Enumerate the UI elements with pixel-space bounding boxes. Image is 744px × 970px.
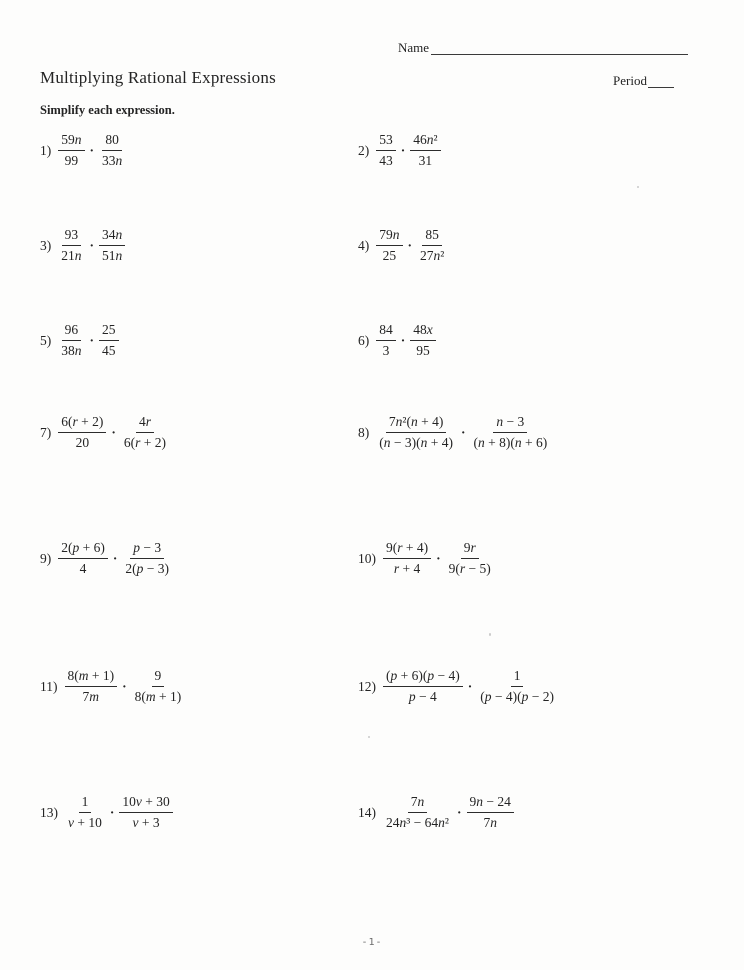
page-number: -1- — [361, 937, 383, 948]
denominator: 8(m + 1) — [134, 689, 182, 705]
problem-row — [40, 668, 704, 705]
multiplication-dot: · — [436, 550, 441, 566]
page-title: Multiplying Rational Expressions — [40, 68, 276, 87]
problem-number: 5) — [40, 332, 52, 348]
problem — [358, 794, 704, 831]
numerator: 1 — [79, 794, 92, 813]
fraction-2 — [417, 227, 447, 264]
problem-row — [40, 414, 704, 451]
fraction-2 — [99, 132, 125, 169]
multiplication-dot: · — [112, 550, 118, 566]
numerator: 7n — [408, 794, 428, 813]
fraction-1 — [376, 227, 402, 264]
numerator: 6(r + 2) — [58, 414, 106, 433]
numerator: 9n − 24 — [467, 794, 514, 813]
numerator: 9r — [461, 540, 479, 559]
numerator: 46n² — [410, 132, 440, 151]
denominator: v + 10 — [68, 815, 102, 831]
numerator: 9 — [152, 668, 165, 687]
problem-row — [40, 322, 704, 359]
multiplication-dot: · — [400, 332, 406, 348]
problem-number: 10) — [358, 550, 376, 566]
denominator: v + 3 — [132, 815, 160, 831]
numerator: 48x — [410, 322, 436, 341]
problem-number: 12) — [358, 678, 376, 694]
numerator: 93 — [62, 227, 82, 246]
denominator: r + 4 — [393, 561, 421, 577]
fraction-1 — [376, 414, 456, 451]
denominator: (n − 3)(n + 4) — [379, 435, 453, 451]
fraction-2 — [99, 322, 119, 359]
multiplication-dot: · — [122, 678, 127, 694]
denominator: 21n — [61, 248, 82, 264]
problem — [358, 227, 704, 264]
scan-artifact — [489, 633, 491, 636]
numerator: 34n — [99, 227, 125, 246]
problem-number: 1) — [40, 142, 52, 158]
fraction-1 — [58, 227, 84, 264]
fraction-2 — [99, 227, 125, 264]
problem — [358, 540, 704, 577]
fraction-2 — [132, 668, 185, 705]
denominator: 31 — [418, 153, 433, 169]
denominator: 2(p − 3) — [125, 561, 169, 577]
problem-number: 3) — [40, 237, 52, 253]
denominator: (n + 8)(n + 6) — [473, 435, 548, 451]
numerator: 25 — [99, 322, 119, 341]
fraction-2 — [477, 668, 557, 705]
fraction-1 — [58, 322, 84, 359]
multiplication-dot: · — [89, 332, 95, 348]
fraction-1 — [376, 322, 396, 359]
numerator: 10v + 30 — [119, 794, 172, 813]
denominator: 7n — [483, 815, 497, 831]
fraction-2 — [410, 322, 436, 359]
denominator: 27n² — [420, 248, 445, 264]
numerator: 9(r + 4) — [383, 540, 431, 559]
denominator: 24n³ − 64n² — [386, 815, 449, 831]
denominator: 3 — [382, 343, 390, 359]
multiplication-dot: · — [456, 804, 462, 820]
problem-number: 6) — [358, 332, 370, 348]
fraction-2 — [121, 414, 169, 451]
fraction-1 — [65, 794, 105, 831]
problem — [40, 668, 358, 705]
problem-row — [40, 794, 704, 831]
problem — [40, 322, 358, 359]
numerator: 59n — [58, 132, 84, 151]
problem-number: 11) — [40, 678, 58, 694]
fraction-2 — [467, 794, 514, 831]
numerator: 2(p + 6) — [58, 540, 108, 559]
fraction-1 — [383, 794, 452, 831]
denominator: 6(r + 2) — [123, 435, 167, 451]
problem — [40, 132, 358, 169]
numerator: 84 — [376, 322, 396, 341]
problem — [40, 414, 358, 451]
problem — [358, 414, 704, 451]
multiplication-dot: · — [400, 142, 406, 158]
numerator: 8(m + 1) — [65, 668, 118, 687]
instruction-text: Simplify each expression. — [40, 103, 175, 117]
fraction-1 — [383, 668, 463, 705]
multiplication-dot: · — [407, 237, 413, 253]
numerator: 79n — [376, 227, 402, 246]
denominator: 95 — [416, 343, 430, 359]
problem-number: 8) — [358, 424, 370, 440]
fraction-2 — [470, 414, 550, 451]
name-label: Name — [398, 40, 430, 55]
denominator: (p − 4)(p − 2) — [480, 689, 554, 705]
numerator: n − 3 — [493, 414, 527, 433]
denominator: 7m — [82, 689, 100, 705]
scan-artifact — [368, 736, 370, 738]
numerator: 96 — [62, 322, 82, 341]
problem-row — [40, 132, 704, 169]
denominator: 4 — [79, 561, 87, 577]
numerator: 4r — [136, 414, 154, 433]
problem-number: 2) — [358, 142, 370, 158]
multiplication-dot: · — [460, 424, 466, 440]
problem — [40, 227, 358, 264]
problem — [40, 540, 358, 577]
denominator: 20 — [75, 435, 90, 451]
numerator: p − 3 — [130, 540, 164, 559]
denominator: 38n — [61, 343, 82, 359]
multiplication-dot: · — [89, 142, 95, 158]
denominator: 45 — [102, 343, 116, 359]
problem — [358, 322, 704, 359]
fraction-1 — [383, 540, 431, 577]
problem-number: 4) — [358, 237, 370, 253]
period-label: Period — [613, 73, 647, 88]
denominator: 25 — [382, 248, 397, 264]
denominator: 51n — [102, 248, 123, 264]
denominator: 33n — [102, 153, 123, 169]
problem-number: 9) — [40, 550, 52, 566]
multiplication-dot: · — [111, 424, 116, 440]
numerator: 85 — [422, 227, 442, 246]
problem-row — [40, 227, 704, 264]
problem-number: 13) — [40, 804, 58, 820]
fraction-2 — [446, 540, 494, 577]
fraction-1 — [58, 414, 106, 451]
multiplication-dot: · — [467, 678, 473, 694]
problem — [358, 132, 704, 169]
multiplication-dot: · — [109, 804, 115, 820]
fraction-2 — [122, 540, 172, 577]
fraction-2 — [410, 132, 440, 169]
numerator: 80 — [102, 132, 122, 151]
fraction-1 — [58, 540, 108, 577]
scan-artifact — [637, 186, 639, 188]
numerator: 1 — [511, 668, 524, 687]
fraction-2 — [119, 794, 172, 831]
fraction-1 — [376, 132, 396, 169]
fraction-1 — [65, 668, 118, 705]
numerator: 53 — [376, 132, 396, 151]
problem-number: 7) — [40, 424, 52, 440]
problem-number: 14) — [358, 804, 376, 820]
fraction-1 — [58, 132, 84, 169]
denominator: p − 4 — [408, 689, 437, 705]
denominator: 9(r − 5) — [448, 561, 491, 577]
denominator: 99 — [64, 153, 79, 169]
numerator: 7n²(n + 4) — [386, 414, 446, 433]
multiplication-dot: · — [89, 237, 95, 253]
denominator: 43 — [379, 153, 393, 169]
problem — [358, 668, 704, 705]
problem — [40, 794, 358, 831]
problem-row — [40, 540, 704, 577]
numerator: (p + 6)(p − 4) — [383, 668, 463, 687]
